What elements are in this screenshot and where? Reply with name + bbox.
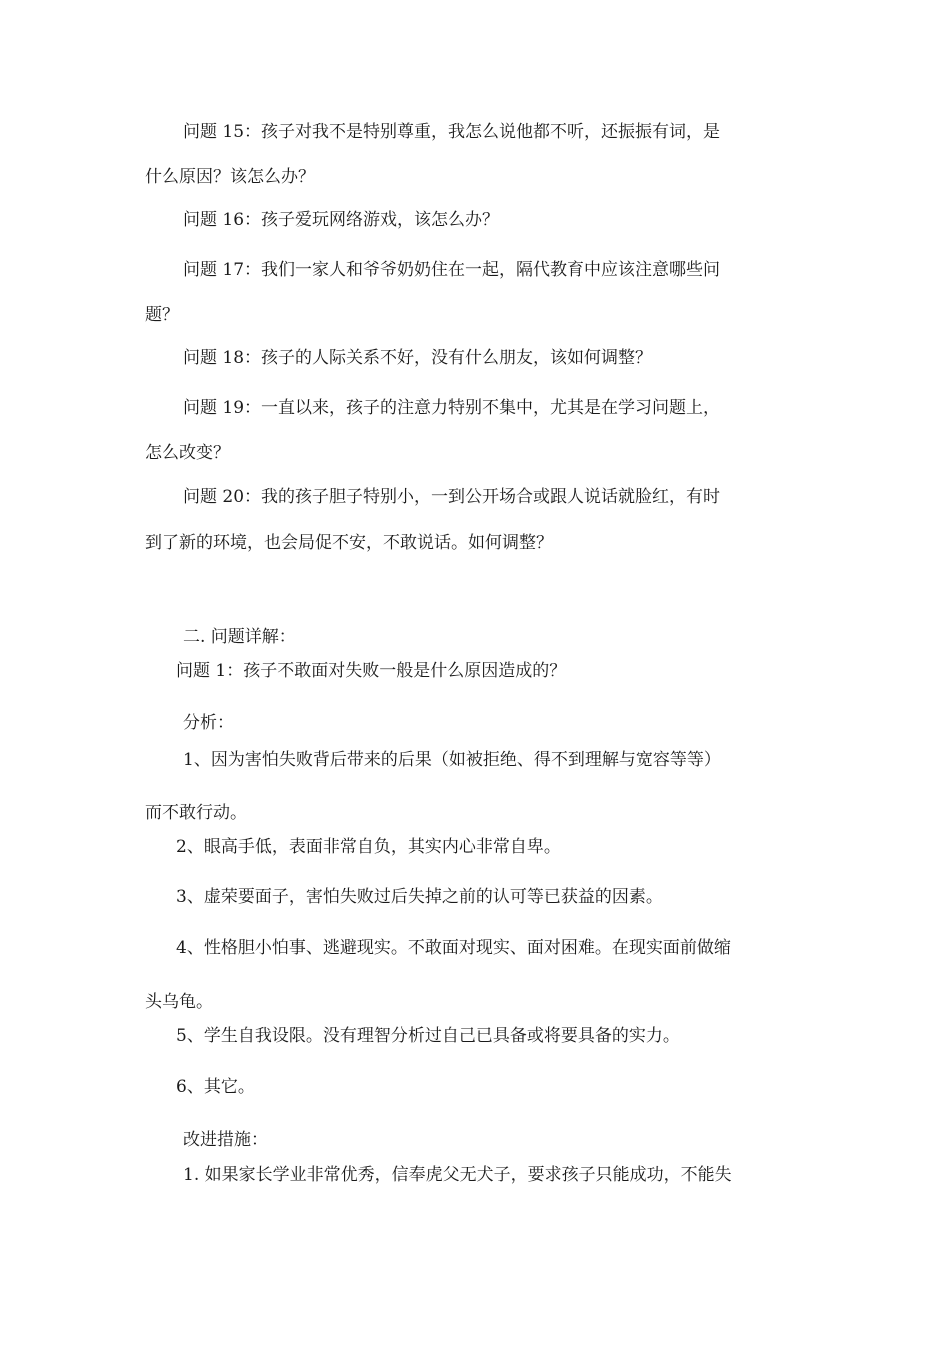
- question-19-line-2: 怎么改变？: [145, 443, 230, 463]
- analysis-item-2: 2、眼高手低，表面非常自负，其实内心非常自卑。: [176, 837, 561, 857]
- question-17-line-1: 问题 17：我们一家人和爷爷奶奶住在一起，隔代教育中应该注意哪些问: [183, 260, 721, 280]
- question-18: 问题 18：孩子的人际关系不好，没有什么朋友，该如何调整？: [183, 348, 653, 368]
- question-15-line-1: 问题 15：孩子对我不是特别尊重，我怎么说他都不听，还振振有词，是: [183, 122, 721, 142]
- analysis-label: 分析：: [183, 713, 234, 733]
- detail-question-1: 问题 1：孩子不敢面对失败一般是什么原因造成的？: [176, 661, 567, 681]
- section-heading: 二. 问题详解：: [183, 627, 296, 647]
- analysis-item-1-line-2: 而不敢行动。: [145, 803, 247, 823]
- analysis-item-1-line-1: 1、因为害怕失败背后带来的后果（如被拒绝、得不到理解与宽容等等）: [183, 750, 721, 770]
- analysis-item-3: 3、虚荣要面子，害怕失败过后失掉之前的认可等已获益的因素。: [176, 887, 663, 907]
- question-17-line-2: 题？: [145, 305, 179, 325]
- measure-item-1: 1. 如果家长学业非常优秀，信奉虎父无犬子，要求孩子只能成功，不能失: [183, 1165, 732, 1185]
- analysis-item-6: 6、其它。: [176, 1077, 255, 1097]
- question-15-line-2: 什么原因？该怎么办？: [145, 167, 315, 187]
- question-19-line-1: 问题 19：一直以来，孩子的注意力特别不集中，尤其是在学习问题上，: [183, 398, 721, 418]
- analysis-item-4-line-2: 头乌龟。: [145, 992, 213, 1012]
- measures-label: 改进措施：: [183, 1130, 268, 1150]
- question-16: 问题 16：孩子爱玩网络游戏，该怎么办？: [183, 210, 500, 230]
- analysis-item-4-line-1: 4、性格胆小怕事、逃避现实。不敢面对现实、面对困难。在现实面前做缩: [176, 938, 731, 958]
- question-20-line-2: 到了新的环境，也会局促不安，不敢说话。如何调整？: [145, 533, 553, 553]
- analysis-item-5: 5、学生自我设限。没有理智分析过自己已具备或将要具备的实力。: [176, 1026, 680, 1046]
- question-20-line-1: 问题 20：我的孩子胆子特别小，一到公开场合或跟人说话就脸红，有时: [183, 487, 721, 507]
